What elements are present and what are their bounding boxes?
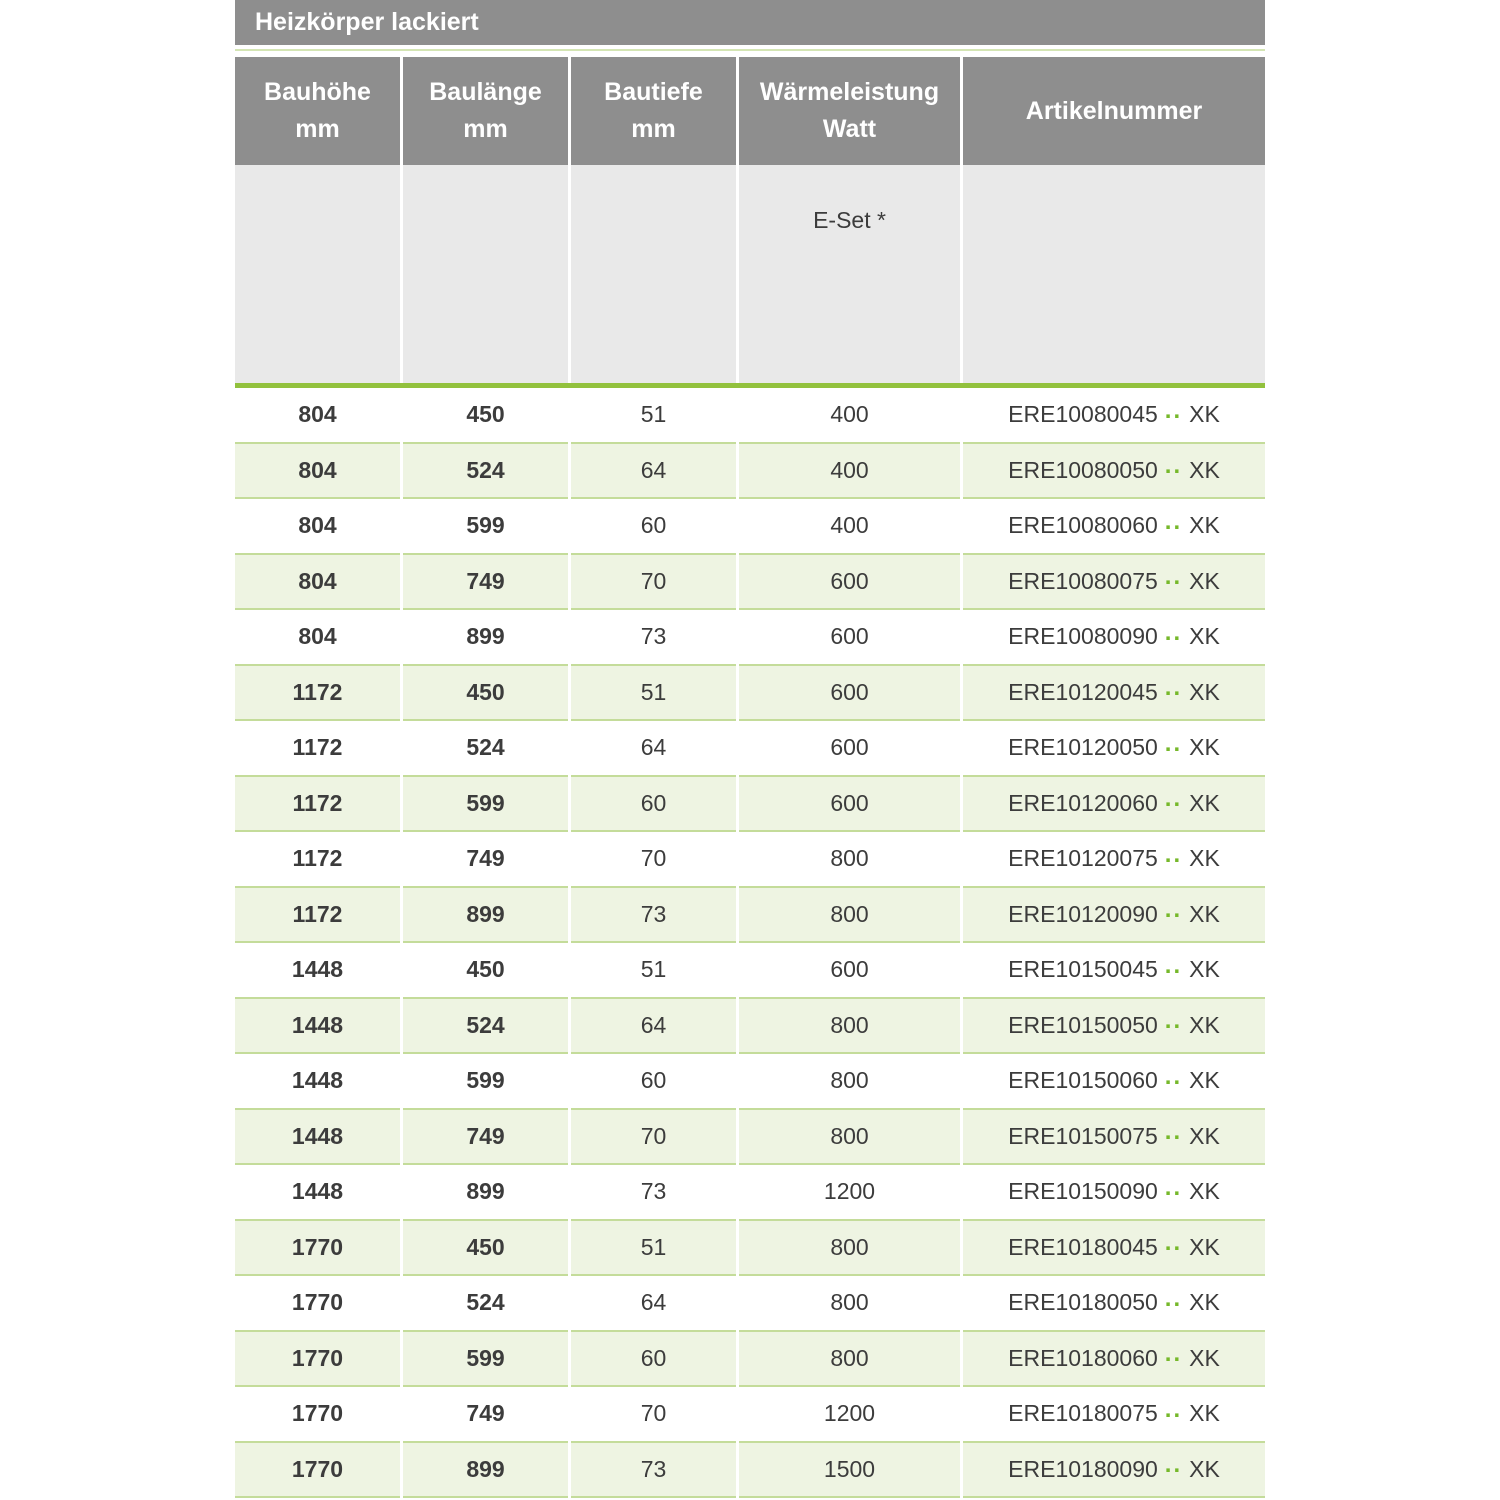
subheader-cell-baulaenge: [403, 165, 568, 383]
artikelnummer-dots: ..: [1164, 1284, 1183, 1312]
cell-waermeleistung: 400: [739, 444, 960, 500]
title-divider: [235, 45, 1265, 57]
artikelnummer-suffix: XK: [1189, 1400, 1220, 1427]
cell-bauhoehe: 1448: [235, 1054, 400, 1110]
cell-bautiefe: 51: [571, 388, 736, 444]
cell-waermeleistung: 1200: [739, 1387, 960, 1443]
title-divider-line: [235, 49, 1265, 51]
artikelnummer-suffix: XK: [1189, 401, 1220, 428]
artikelnummer-prefix: ERE10120090: [1008, 900, 1158, 927]
cell-waermeleistung: 600: [739, 721, 960, 777]
column-header-label: Bauhöhe: [264, 78, 371, 106]
cell-artikelnummer: [963, 721, 1265, 777]
table-row: [235, 888, 1265, 944]
subheader-cell-artikelnummer: [963, 165, 1265, 383]
table-row: [235, 1110, 1265, 1166]
cell-bauhoehe: 1770: [235, 1387, 400, 1443]
artikelnummer-prefix: ERE10180060: [1008, 1344, 1158, 1371]
artikelnummer-dots: ..: [1164, 840, 1183, 868]
cell-bauhoehe: 1172: [235, 721, 400, 777]
cell-baulaenge: 899: [403, 1165, 568, 1221]
table-title: Heizkörper lackiert: [255, 8, 479, 36]
cell-bauhoehe: 804: [235, 610, 400, 666]
artikelnummer-dots: ..: [1164, 951, 1183, 979]
artikelnummer-suffix: XK: [1189, 734, 1220, 761]
cell-bautiefe: 51: [571, 943, 736, 999]
artikelnummer-suffix: XK: [1189, 1233, 1220, 1260]
cell-artikelnummer: [963, 666, 1265, 722]
artikelnummer-prefix: ERE10180075: [1008, 1400, 1158, 1427]
cell-artikelnummer: [963, 1054, 1265, 1110]
cell-waermeleistung: 1200: [739, 1165, 960, 1221]
cell-bauhoehe: 804: [235, 444, 400, 500]
cell-baulaenge: 524: [403, 999, 568, 1055]
table-title-bar: [235, 0, 1265, 45]
cell-bautiefe: 70: [571, 1110, 736, 1166]
artikelnummer-suffix: XK: [1189, 1289, 1220, 1316]
table-row: [235, 666, 1265, 722]
cell-baulaenge: 524: [403, 721, 568, 777]
table-row: [235, 388, 1265, 444]
column-header-bautiefe: [571, 57, 736, 165]
table-row: [235, 1165, 1265, 1221]
artikelnummer-prefix: ERE10120050: [1008, 734, 1158, 761]
artikelnummer-dots: ..: [1164, 507, 1183, 535]
table-subheader-row: [235, 165, 1265, 383]
artikelnummer-suffix: XK: [1189, 456, 1220, 483]
artikelnummer-dots: ..: [1164, 1007, 1183, 1035]
cell-bautiefe: 64: [571, 999, 736, 1055]
artikelnummer-dots: ..: [1164, 618, 1183, 646]
cell-bautiefe: 73: [571, 610, 736, 666]
table-row: [235, 1443, 1265, 1499]
cell-bauhoehe: 1770: [235, 1443, 400, 1499]
artikelnummer-prefix: ERE10080075: [1008, 567, 1158, 594]
table-body: [235, 388, 1265, 1498]
artikelnummer-suffix: XK: [1189, 956, 1220, 983]
artikelnummer-dots: ..: [1164, 729, 1183, 757]
cell-waermeleistung: 1500: [739, 1443, 960, 1499]
cell-bauhoehe: 1448: [235, 999, 400, 1055]
cell-baulaenge: 899: [403, 1443, 568, 1499]
cell-bautiefe: 51: [571, 1221, 736, 1277]
artikelnummer-suffix: XK: [1189, 900, 1220, 927]
table-row: [235, 610, 1265, 666]
artikelnummer-dots: ..: [1164, 452, 1183, 480]
table-row: [235, 943, 1265, 999]
cell-bautiefe: 64: [571, 444, 736, 500]
cell-baulaenge: 599: [403, 1054, 568, 1110]
cell-bautiefe: 51: [571, 666, 736, 722]
artikelnummer-dots: ..: [1164, 674, 1183, 702]
cell-artikelnummer: [963, 1443, 1265, 1499]
artikelnummer-suffix: XK: [1189, 845, 1220, 872]
cell-bauhoehe: 1448: [235, 1110, 400, 1166]
cell-bautiefe: 64: [571, 721, 736, 777]
artikelnummer-dots: ..: [1164, 1451, 1183, 1479]
table-row: [235, 1276, 1265, 1332]
column-header-label: Baulänge: [429, 78, 542, 106]
artikelnummer-suffix: XK: [1189, 567, 1220, 594]
artikelnummer-prefix: ERE10150060: [1008, 1067, 1158, 1094]
artikelnummer-dots: ..: [1164, 785, 1183, 813]
cell-bautiefe: 73: [571, 1443, 736, 1499]
product-spec-table: [235, 0, 1265, 1498]
cell-artikelnummer: [963, 777, 1265, 833]
cell-bauhoehe: 1172: [235, 666, 400, 722]
table-row: [235, 1332, 1265, 1388]
cell-waermeleistung: 800: [739, 999, 960, 1055]
artikelnummer-suffix: XK: [1189, 512, 1220, 539]
column-header-unit: mm: [463, 115, 508, 143]
artikelnummer-dots: ..: [1164, 563, 1183, 591]
cell-waermeleistung: 600: [739, 943, 960, 999]
artikelnummer-prefix: ERE10150045: [1008, 956, 1158, 983]
artikelnummer-prefix: ERE10120075: [1008, 845, 1158, 872]
subheader-cell-bautiefe: [571, 165, 736, 383]
cell-bauhoehe: 804: [235, 499, 400, 555]
cell-baulaenge: 524: [403, 1276, 568, 1332]
cell-waermeleistung: 600: [739, 777, 960, 833]
eset-label: E-Set *: [813, 207, 886, 233]
table-row: [235, 499, 1265, 555]
artikelnummer-prefix: ERE10180090: [1008, 1455, 1158, 1482]
subheader-cell-bauhoehe: [235, 165, 400, 383]
cell-bautiefe: 64: [571, 1276, 736, 1332]
artikelnummer-dots: ..: [1164, 1118, 1183, 1146]
artikelnummer-suffix: XK: [1189, 1455, 1220, 1482]
artikelnummer-prefix: ERE10080045: [1008, 401, 1158, 428]
artikelnummer-prefix: ERE10150050: [1008, 1011, 1158, 1038]
column-header-label: Wärmeleistung: [759, 78, 940, 106]
cell-baulaenge: 450: [403, 1221, 568, 1277]
artikelnummer-suffix: XK: [1189, 1344, 1220, 1371]
cell-artikelnummer: [963, 943, 1265, 999]
cell-artikelnummer: [963, 1276, 1265, 1332]
cell-bautiefe: 60: [571, 499, 736, 555]
artikelnummer-suffix: XK: [1189, 623, 1220, 650]
cell-artikelnummer: [963, 832, 1265, 888]
column-header-unit: mm: [631, 115, 676, 143]
artikelnummer-prefix: ERE10150090: [1008, 1178, 1158, 1205]
cell-bautiefe: 70: [571, 555, 736, 611]
cell-bauhoehe: 1172: [235, 832, 400, 888]
artikelnummer-suffix: XK: [1189, 678, 1220, 705]
artikelnummer-dots: ..: [1164, 1340, 1183, 1368]
table-row: [235, 1387, 1265, 1443]
artikelnummer-dots: ..: [1164, 1062, 1183, 1090]
table-row: [235, 555, 1265, 611]
cell-baulaenge: 899: [403, 610, 568, 666]
cell-waermeleistung: 400: [739, 499, 960, 555]
cell-bauhoehe: 1770: [235, 1276, 400, 1332]
cell-baulaenge: 749: [403, 1110, 568, 1166]
cell-bauhoehe: 1172: [235, 777, 400, 833]
cell-artikelnummer: [963, 888, 1265, 944]
cell-artikelnummer: [963, 444, 1265, 500]
artikelnummer-prefix: ERE10080060: [1008, 512, 1158, 539]
table-row: [235, 444, 1265, 500]
cell-artikelnummer: [963, 610, 1265, 666]
column-header-label: Bautiefe: [604, 78, 703, 106]
table-row: [235, 999, 1265, 1055]
cell-artikelnummer: [963, 555, 1265, 611]
cell-waermeleistung: 800: [739, 1332, 960, 1388]
artikelnummer-prefix: ERE10150075: [1008, 1122, 1158, 1149]
cell-baulaenge: 524: [403, 444, 568, 500]
table-row: [235, 777, 1265, 833]
cell-waermeleistung: 800: [739, 1276, 960, 1332]
cell-waermeleistung: 600: [739, 555, 960, 611]
cell-bauhoehe: 1770: [235, 1221, 400, 1277]
cell-bautiefe: 60: [571, 1054, 736, 1110]
column-header-baulaenge: [403, 57, 568, 165]
cell-bauhoehe: 1172: [235, 888, 400, 944]
cell-bautiefe: 60: [571, 777, 736, 833]
artikelnummer-dots: ..: [1164, 396, 1183, 424]
table-row: [235, 832, 1265, 888]
cell-artikelnummer: [963, 1110, 1265, 1166]
cell-bautiefe: 73: [571, 1165, 736, 1221]
artikelnummer-dots: ..: [1164, 896, 1183, 924]
cell-bauhoehe: 804: [235, 388, 400, 444]
artikelnummer-suffix: XK: [1189, 1067, 1220, 1094]
cell-bautiefe: 70: [571, 1387, 736, 1443]
artikelnummer-suffix: XK: [1189, 1011, 1220, 1038]
cell-bautiefe: 60: [571, 1332, 736, 1388]
artikelnummer-prefix: ERE10080050: [1008, 456, 1158, 483]
cell-baulaenge: 599: [403, 777, 568, 833]
artikelnummer-prefix: ERE10180045: [1008, 1233, 1158, 1260]
cell-waermeleistung: 800: [739, 888, 960, 944]
cell-waermeleistung: 800: [739, 832, 960, 888]
table-header-row: [235, 57, 1265, 165]
cell-waermeleistung: 800: [739, 1221, 960, 1277]
cell-waermeleistung: 400: [739, 388, 960, 444]
cell-bautiefe: 70: [571, 832, 736, 888]
artikelnummer-suffix: XK: [1189, 1178, 1220, 1205]
artikelnummer-prefix: ERE10180050: [1008, 1289, 1158, 1316]
artikelnummer-suffix: XK: [1189, 789, 1220, 816]
cell-baulaenge: 899: [403, 888, 568, 944]
cell-artikelnummer: [963, 1332, 1265, 1388]
cell-artikelnummer: [963, 388, 1265, 444]
artikelnummer-prefix: ERE10120045: [1008, 678, 1158, 705]
cell-bautiefe: 73: [571, 888, 736, 944]
artikelnummer-suffix: XK: [1189, 1122, 1220, 1149]
cell-baulaenge: 749: [403, 555, 568, 611]
column-header-waermeleistung: [739, 57, 960, 165]
column-header-bauhoehe: [235, 57, 400, 165]
column-header-unit: Watt: [822, 115, 877, 143]
cell-waermeleistung: 600: [739, 666, 960, 722]
cell-baulaenge: 749: [403, 1387, 568, 1443]
cell-baulaenge: 450: [403, 943, 568, 999]
cell-baulaenge: 599: [403, 1332, 568, 1388]
cell-artikelnummer: [963, 499, 1265, 555]
cell-baulaenge: 450: [403, 388, 568, 444]
cell-waermeleistung: 800: [739, 1054, 960, 1110]
artikelnummer-prefix: ERE10120060: [1008, 789, 1158, 816]
cell-bauhoehe: 1448: [235, 943, 400, 999]
cell-artikelnummer: [963, 999, 1265, 1055]
cell-waermeleistung: 800: [739, 1110, 960, 1166]
cell-artikelnummer: [963, 1387, 1265, 1443]
cell-bauhoehe: 1770: [235, 1332, 400, 1388]
cell-artikelnummer: [963, 1165, 1265, 1221]
artikelnummer-prefix: ERE10080090: [1008, 623, 1158, 650]
column-header-label: Artikelnummer: [1025, 96, 1203, 125]
column-header-artikelnummer: [963, 57, 1265, 165]
cell-baulaenge: 599: [403, 499, 568, 555]
cell-bauhoehe: 1448: [235, 1165, 400, 1221]
table-row: [235, 1054, 1265, 1110]
artikelnummer-dots: ..: [1164, 1229, 1183, 1257]
cell-baulaenge: 749: [403, 832, 568, 888]
cell-baulaenge: 450: [403, 666, 568, 722]
table-row: [235, 1221, 1265, 1277]
artikelnummer-dots: ..: [1164, 1395, 1183, 1423]
artikelnummer-dots: ..: [1164, 1173, 1183, 1201]
cell-waermeleistung: 600: [739, 610, 960, 666]
table-row: [235, 721, 1265, 777]
cell-bauhoehe: 804: [235, 555, 400, 611]
subheader-cell-eset: [739, 165, 960, 383]
cell-artikelnummer: [963, 1221, 1265, 1277]
column-header-unit: mm: [295, 115, 340, 143]
